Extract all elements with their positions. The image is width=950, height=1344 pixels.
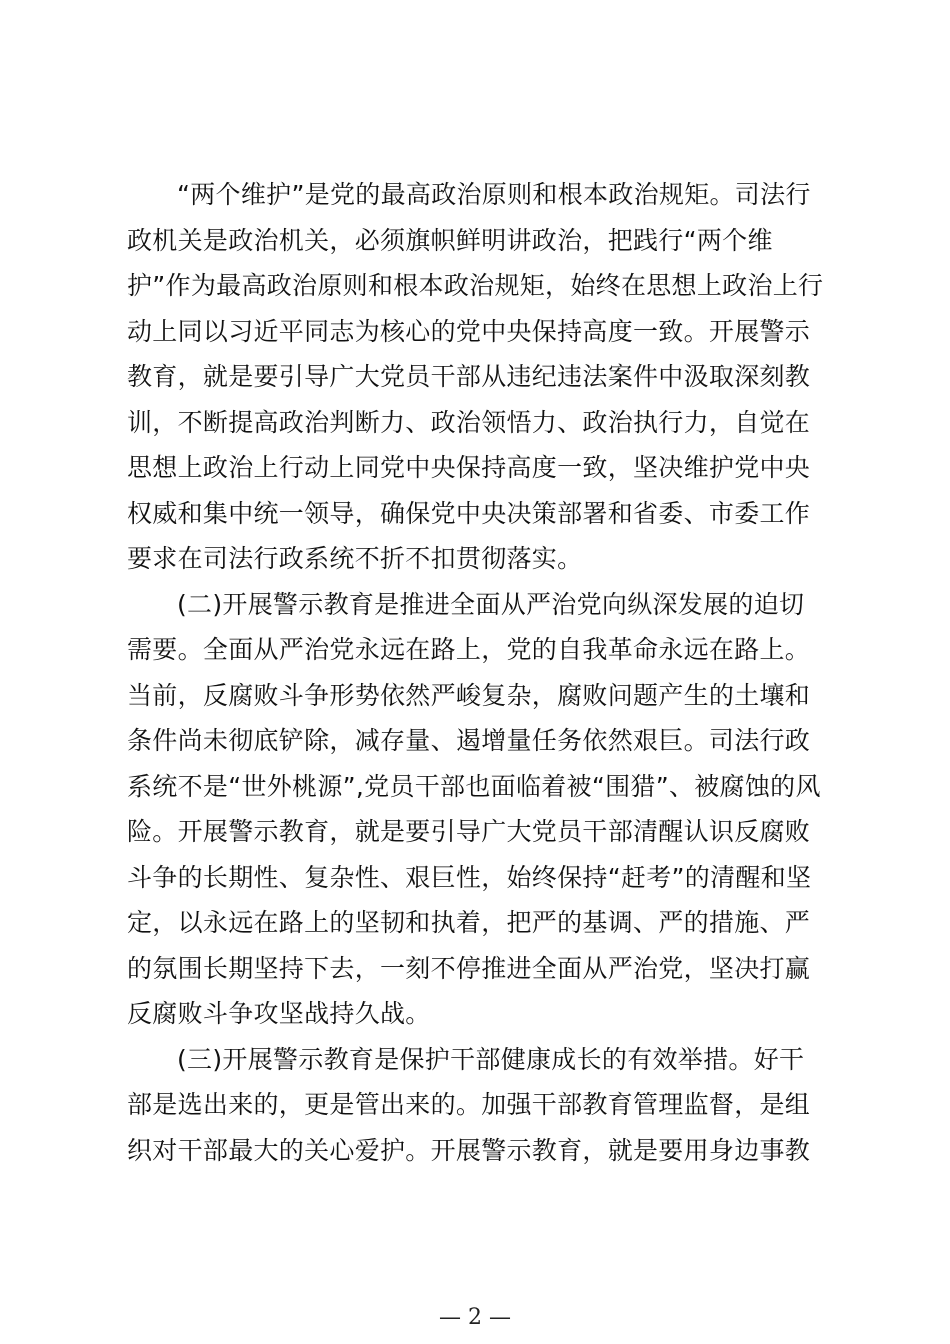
text-line: 思想上政治上行动上同党中央保持高度一致，坚决维护党中央 bbox=[127, 453, 811, 482]
text-line: 训，不断提高政治判断力、政治领悟力、政治执行力，自觉在 bbox=[127, 407, 811, 437]
text-line: 系统不是“世外桃源”,党员干部也面临着被“围猎”、被腐蚀的风 bbox=[127, 771, 821, 801]
text-line: 要求在司法行政系统不折不扣贯彻落实。 bbox=[127, 544, 583, 573]
text-line: 护”作为最高政治原则和根本政治规矩，始终在思想上政治上行 bbox=[127, 271, 824, 300]
text-line: 的氛围长期坚持下去，一刻不停推进全面从严治党，坚决打赢 bbox=[127, 953, 811, 983]
text-line: 反腐败斗争攻坚战持久战。 bbox=[127, 999, 431, 1028]
text-line: (三)开展警示教育是保护干部健康成长的有效举措。好干 bbox=[177, 1044, 805, 1074]
text-line: 教育，就是要引导广大党员干部从违纪违法案件中汲取深刻教 bbox=[127, 362, 811, 391]
text-line: 斗争的长期性、复杂性、艰巨性，始终保持“赶考”的清醒和坚 bbox=[127, 862, 812, 892]
text-line: 定，以永远在路上的坚韧和执着，把严的基调、严的措施、严 bbox=[127, 908, 811, 937]
text-line: 织对干部最大的关心爱护。开展警示教育，就是要用身边事教 bbox=[127, 1135, 811, 1165]
text-lines bbox=[127, 172, 827, 1173]
text-line: 条件尚未彻底铲除，减存量、遏增量任务依然艰巨。司法行政 bbox=[127, 726, 811, 755]
text-line: 当前，反腐败斗争形势依然严峻复杂，腐败问题产生的土壤和 bbox=[127, 680, 811, 710]
text-line: 部是选出来的，更是管出来的。加强干部教育管理监督，是组 bbox=[127, 1090, 811, 1119]
text-line: (二)开展警示教育是推进全面从严治党向纵深发展的迫切 bbox=[177, 589, 805, 619]
text-line: 权威和集中统一领导，确保党中央决策部署和省委、市委工作 bbox=[127, 498, 811, 528]
text-line: 需要。全面从严治党永远在路上，党的自我革命永远在路上。 bbox=[127, 635, 811, 664]
text-line: “两个维护”是党的最高政治原则和根本政治规矩。司法行 bbox=[177, 180, 811, 209]
page-number: — 2 — bbox=[439, 1305, 511, 1330]
document-body bbox=[127, 172, 827, 1173]
text-line: 动上同以习近平同志为核心的党中央保持高度一致。开展警示 bbox=[127, 316, 811, 346]
text-line: 险。开展警示教育，就是要引导广大党员干部清醒认识反腐败 bbox=[127, 817, 811, 846]
text-line: 政机关是政治机关，必须旗帜鲜明讲政治，把践行“两个维 bbox=[127, 225, 773, 255]
